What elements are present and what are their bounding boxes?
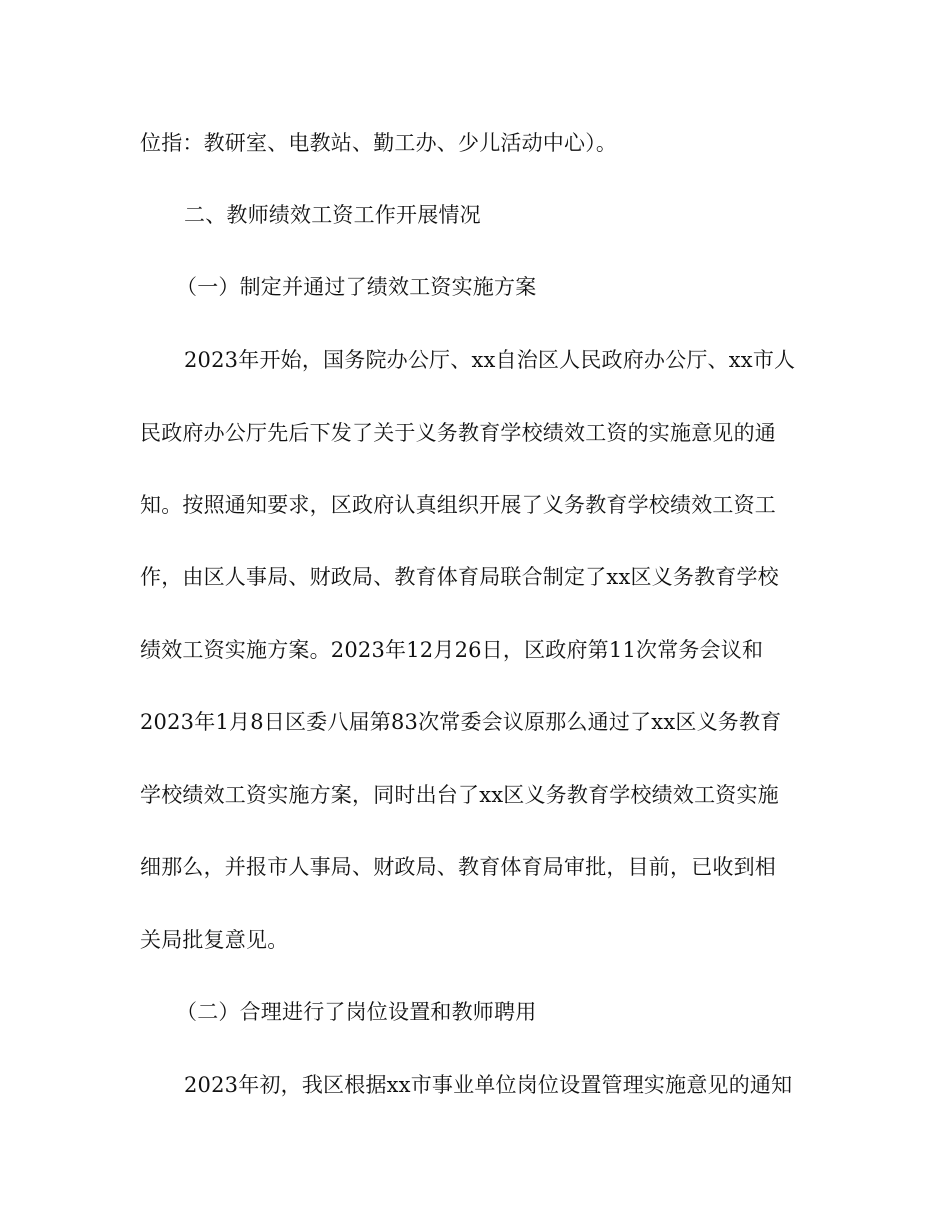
paragraph-line: 2023年1月8日区委八届第83次常委会议原那么通过了xx区义务教育 <box>140 710 782 734</box>
paragraph-line: 知。按照通知要求，区政府认真组织开展了义务教育学校绩效工资工 <box>140 493 776 517</box>
paragraph-line: 绩效工资实施方案。2023年12月26日，区政府第11次常务会议和 <box>140 638 764 662</box>
text-line: 位指：教研室、电教站、勤工办、少儿活动中心）。 <box>140 131 618 155</box>
subsection-heading: （二）合理进行了岗位设置和教师聘用 <box>176 1000 537 1024</box>
paragraph-line: 学校绩效工资实施方案，同时出台了xx区义务教育学校绩效工资实施 <box>140 783 779 807</box>
paragraph-line: 关局批复意见。 <box>140 928 289 952</box>
subsection-heading: （一）制定并通过了绩效工资实施方案 <box>176 275 537 299</box>
paragraph-line: 民政府办公厅先后下发了关于义务教育学校绩效工资的实施意见的通 <box>140 421 776 445</box>
paragraph-line: 作，由区人事局、财政局、教育体育局联合制定了xx区义务教育学校 <box>140 565 779 589</box>
paragraph-line: 2023年初，我区根据xx市事业单位岗位设置管理实施意见的通知 <box>184 1073 793 1097</box>
paragraph-line: 2023年开始，国务院办公厅、xx自治区人民政府办公厅、xx市人 <box>184 348 796 372</box>
section-heading: 二、教师绩效工资工作开展情况 <box>184 203 481 227</box>
paragraph-line: 细那么，并报市人事局、财政局、教育体育局审批，目前，已收到相 <box>140 855 776 879</box>
